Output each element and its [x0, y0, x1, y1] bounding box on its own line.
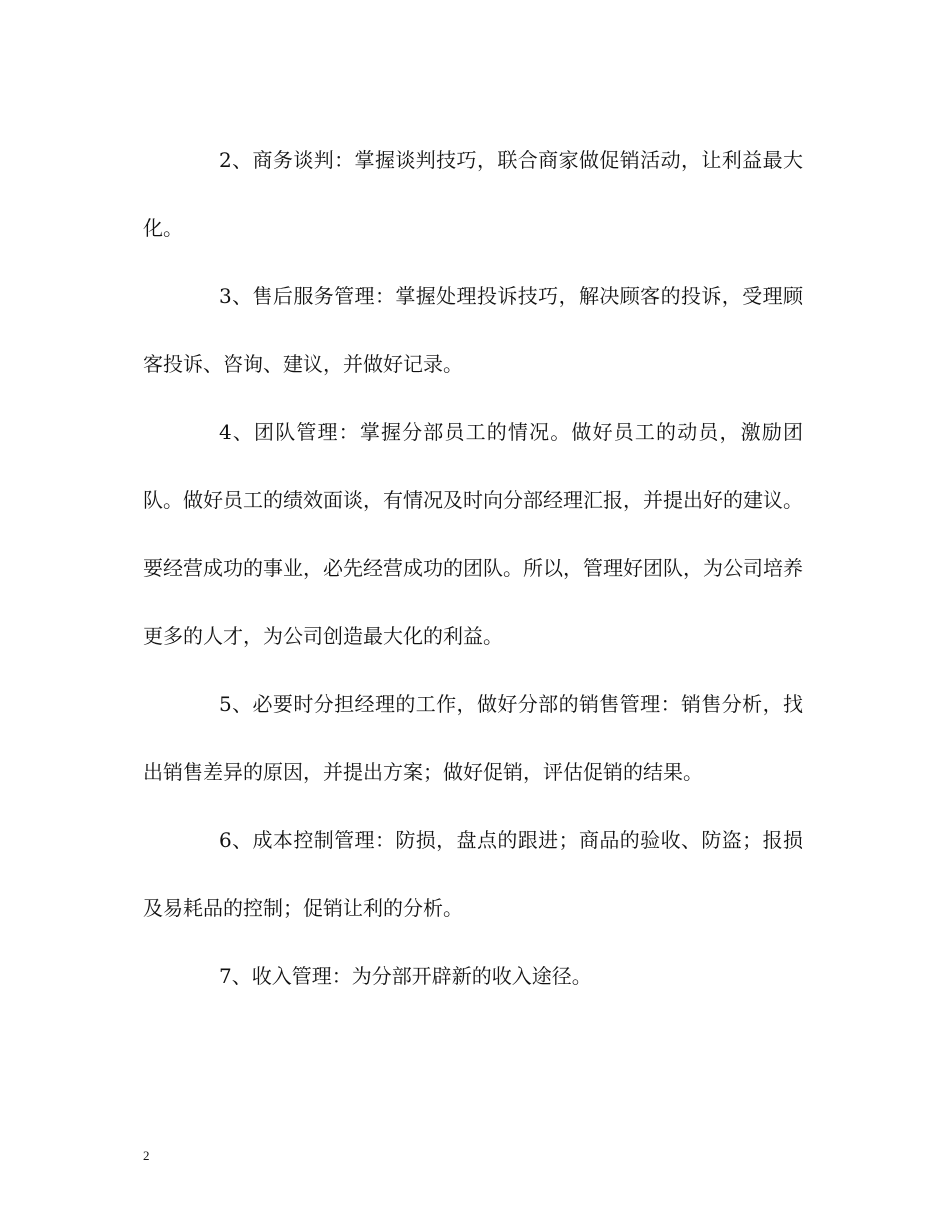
- paragraph-team-management: 4、团队管理：掌握分部员工的情况。做好员工的动员，激励团队。做好员工的绩效面谈，有情况及时向分部经理汇报，并提出好的建议。要经营成功的事业，必先经营成功的团队。所以，管理好团队，为公司培养更多的人才，为公司创造最大化的利益。: [143, 420, 803, 648]
- page-number: 2: [143, 1148, 150, 1163]
- document-body: [143, 126, 803, 1010]
- paragraph-income-management: 7、收入管理：为分部开辟新的收入途径。: [219, 964, 592, 988]
- paragraph-sales-management: 5、必要时分担经理的工作，做好分部的销售管理：销售分析，找出销售差异的原因，并提出方案；做好促销，评估促销的结果。: [143, 692, 803, 784]
- paragraph-cost-control: 6、成本控制管理：防损，盘点的跟进；商品的验收、防盗；报损及易耗品的控制；促销让利的分析。: [143, 828, 803, 920]
- paragraph-business-negotiation: 2、商务谈判：掌握谈判技巧，联合商家做促销活动，让利益最大化。: [143, 148, 803, 240]
- paragraph-after-sales-service: 3、售后服务管理：掌握处理投诉技巧，解决顾客的投诉，受理顾客投诉、咨询、建议，并做好记录。: [143, 284, 803, 376]
